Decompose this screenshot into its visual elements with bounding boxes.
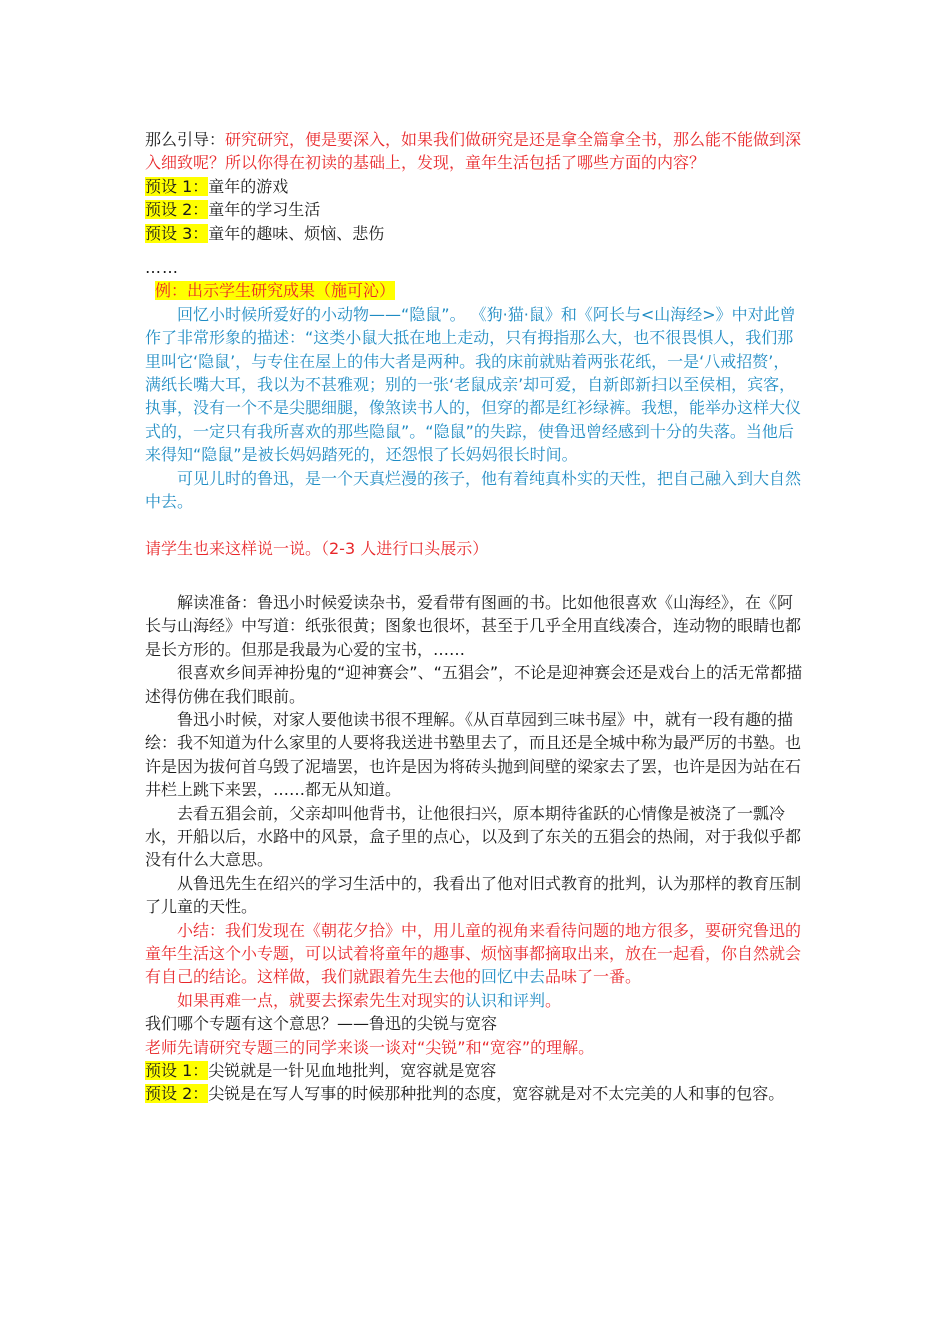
reading-paragraph-4: 去看五猖会前，父亲却叫他背书，让他很扫兴，原本期待雀跃的心情像是被浇了一瓢冷水，开船以后，水路中的风景，盒子里的点心，以及到了东关的五猖会的热闹，对于我似乎都没有什么大意思。 bbox=[145, 803, 802, 870]
student-prompt: 请学生也来这样说一说。（2-3 人进行口头展示） bbox=[145, 538, 489, 558]
reading-paragraph-3: 鲁迅小时候，对家人要他读书很不理解。《从百草园到三味书屋》中，就有一段有趣的描绘：我不知道为什么家里的人要将我送进书塾里去了，而且还是全城中称为最严厉的书塾。也许是因为拔何首乌毁了泥墙罢，也许是因为将砖头抛到间壁的梁家去了罢，也许是因为站在石井栏上跳下来罢，……都无从知道。 bbox=[145, 709, 802, 800]
intro-question: 研究研究，便是要深入，如果我们做研究是还是拿全篇拿全书，那么能不能做到深入细致呢？所以你得在初读的基础上，发现，童年生活包括了哪些方面的内容？ bbox=[145, 130, 802, 173]
spacer bbox=[145, 560, 805, 583]
preset-1-text: 童年的游戏 bbox=[208, 176, 289, 196]
example-label: 例：出示学生研究成果（施可沁） bbox=[155, 281, 396, 301]
document-body bbox=[145, 128, 805, 1106]
intro-paragraph bbox=[145, 128, 805, 175]
preset-3-label: 预设 3： bbox=[145, 223, 209, 243]
preset-2-text: 童年的学习生活 bbox=[208, 200, 321, 220]
sharpness-preset-1-line bbox=[145, 1059, 805, 1082]
preset-1-label: 预设 1： bbox=[145, 176, 209, 196]
summary-part-1: 小结：我们发现在《朝花夕拾》中，用儿童的视角来看待问题的地方很多，要研究鲁迅的童年生活这个小专题，可以试着将童年的趣事、烦恼事都摘取出来，放在一起看，你自然就会有自己的结论。这样做，我们就跟着先生去他的 bbox=[145, 920, 802, 987]
sharpness-preset-1-label: 预设 1： bbox=[145, 1061, 209, 1081]
sharpness-preset-2-line bbox=[145, 1082, 805, 1105]
summary-part-2: 回忆中去 bbox=[481, 967, 546, 987]
example-paragraph-2: 可见儿时的鲁迅，是一个天真烂漫的孩子，他有着纯真朴实的天性，把自己融入到大自然中去。 bbox=[145, 468, 802, 512]
spacer bbox=[145, 583, 805, 591]
sharpness-preset-1-text: 尖锐就是一针见血地批判，宽容就是宽容 bbox=[208, 1061, 497, 1081]
summary-paragraph bbox=[145, 919, 805, 989]
intro-lead: 那么引导： bbox=[145, 130, 226, 149]
summary-part-3: 品味了一番。 bbox=[545, 967, 642, 987]
teacher-request: 老师先请研究专题三的同学来谈一谈对“尖锐”和“宽容”的理解。 bbox=[145, 1037, 595, 1057]
sharpness-preset-2-label: 预设 2： bbox=[145, 1084, 209, 1104]
topic-question: 我们哪个专题有这个意思？——鲁迅的尖锐与宽容 bbox=[145, 1014, 498, 1034]
preset-3-text: 童年的趣味、烦恼、悲伤 bbox=[208, 223, 385, 243]
deeper-part-1: 如果再难一点，就要去探索先生对现实的 bbox=[177, 990, 466, 1010]
ellipsis-line: …… bbox=[145, 258, 179, 278]
deeper-part-3: 。 bbox=[545, 990, 562, 1010]
preset-2-label: 预设 2： bbox=[145, 200, 209, 220]
sharpness-preset-2-text: 尖锐是在写人写事的时候那种批判的态度，宽容就是对不太完美的人和事的包容。 bbox=[208, 1084, 785, 1104]
deeper-part-2: 认识和评判 bbox=[465, 990, 546, 1010]
reading-paragraph-5: 从鲁迅先生在绍兴的学习生活中的，我看出了他对旧式教育的批判，认为那样的教育压制了儿童的天性。 bbox=[145, 873, 802, 917]
example-label-line bbox=[145, 279, 805, 302]
preset-3-line bbox=[145, 222, 805, 245]
reading-paragraph-1: 解读准备：鲁迅小时候爱读杂书，爱看带有图画的书。比如他很喜欢《山海经》，在《阿长与山海经》中写道：纸张很黄；图象也很坏，甚至于几乎全用直线凑合，连动物的眼睛也都是长方形的。但那是我最为心爱的宝书，…… bbox=[145, 592, 802, 659]
deeper-paragraph bbox=[145, 989, 805, 1012]
example-paragraph-1: 回忆小时候所爱好的小动物——“隐鼠”。 《狗·猫·鼠》和《阿长与<山海经>》中对此曾作了非常形象的描述：“这类小鼠大抵在地上走动，只有拇指那么大，也不很畏惧人，我们那里叫它‘隐鼠’，与专住在屋上的伟大者是两种。我的床前就贴着两张花纸，一是‘八戒招赘’，满纸长嘴大耳，我以为不甚雅观；别的一张‘老鼠成亲’却可爱，自新郎新扫以至侯相，宾客，执事，没有一个不是尖腮细腿，像煞读书人的，但穿的都是红衫绿裤。我想，能举办这样大仪式的，一定只有我所喜欢的那些隐鼠”。“隐鼠”的失踪，使鲁迅曾经感到十分的失落。当他后来得知“隐鼠”是被长妈妈踏死的，还怨恨了长妈妈很长时间。 bbox=[145, 304, 802, 465]
preset-1-line bbox=[145, 175, 805, 198]
preset-2-line bbox=[145, 198, 805, 221]
spacer bbox=[145, 514, 805, 537]
reading-paragraph-2: 很喜欢乡间弄神扮鬼的“迎神赛会”、“五猖会”，不论是迎神赛会还是戏台上的活无常都描述得仿佛在我们眼前。 bbox=[145, 663, 803, 706]
